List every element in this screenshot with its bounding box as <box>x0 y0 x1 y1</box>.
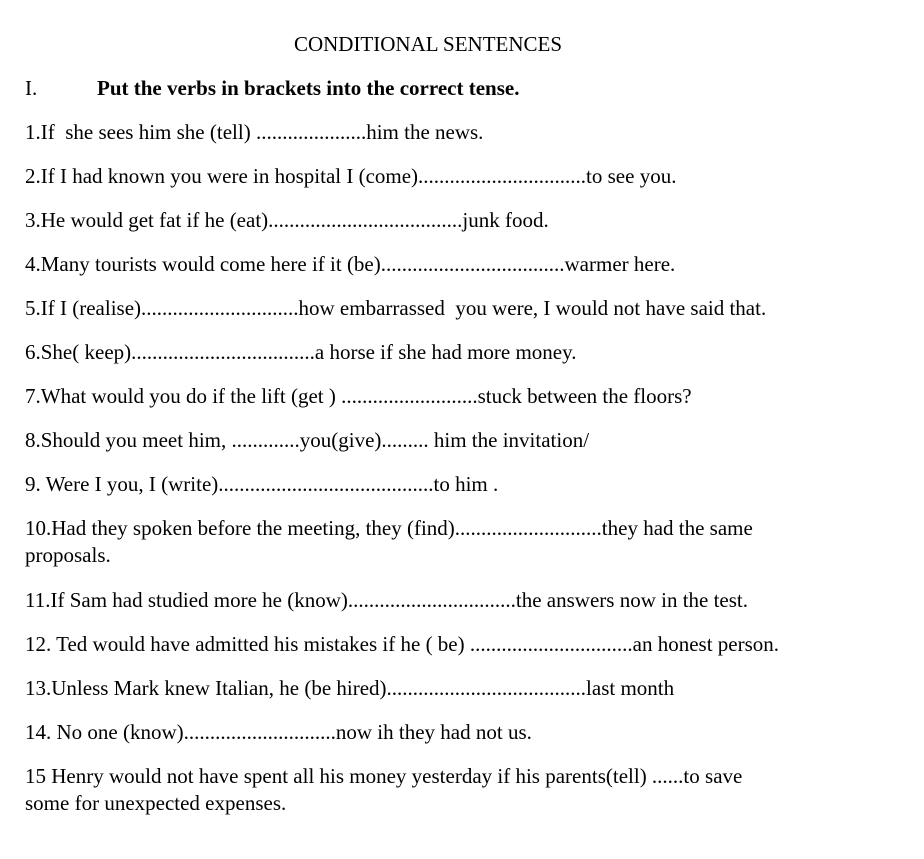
section-instruction: Put the verbs in brackets into the correct tense. <box>97 76 520 100</box>
worksheet-title: CONDITIONAL SENTENCES <box>293 32 563 56</box>
question-7: 7.What would you do if the lift (get ) ..........................stuck between the floors? <box>25 384 692 408</box>
section-numeral: I. <box>25 76 38 100</box>
question-6: 6.She( keep)...................................a horse if she had more money. <box>25 340 577 364</box>
question-13: 13.Unless Mark knew Italian, he (be hired)......................................last month <box>25 676 675 700</box>
question-3: 3.He would get fat if he (eat).....................................junk food. <box>25 208 549 232</box>
question-15: 15 Henry would not have spent all his money yesterday if his parents(tell) ......to save some for unexpected expenses. <box>25 764 743 815</box>
question-12: 12. Ted would have admitted his mistakes if he ( be) ...............................an honest person. <box>25 632 780 656</box>
question-5: 5.If I (realise)..............................how embarrassed you were, I would not have said that. <box>25 296 767 320</box>
question-9: 9. Were I you, I (write).........................................to him . <box>25 472 499 496</box>
question-10: 10.Had they spoken before the meeting, they (find)............................they had the same proposals. <box>25 516 753 567</box>
question-11: 11.If Sam had studied more he (know)................................the answers now in the test. <box>25 588 749 612</box>
section-heading <box>25 75 519 101</box>
question-1: 1.If she sees him she (tell) .....................him the news. <box>25 120 484 144</box>
question-14: 14. No one (know).............................now ih they had not us. <box>25 720 532 744</box>
question-8: 8.Should you meet him, .............you(give)......... him the invitation/ <box>25 428 590 452</box>
question-4: 4.Many tourists would come here if it (be)...................................warmer here. <box>25 252 676 276</box>
question-2: 2.If I had known you were in hospital I (come)................................to see you. <box>25 164 677 188</box>
